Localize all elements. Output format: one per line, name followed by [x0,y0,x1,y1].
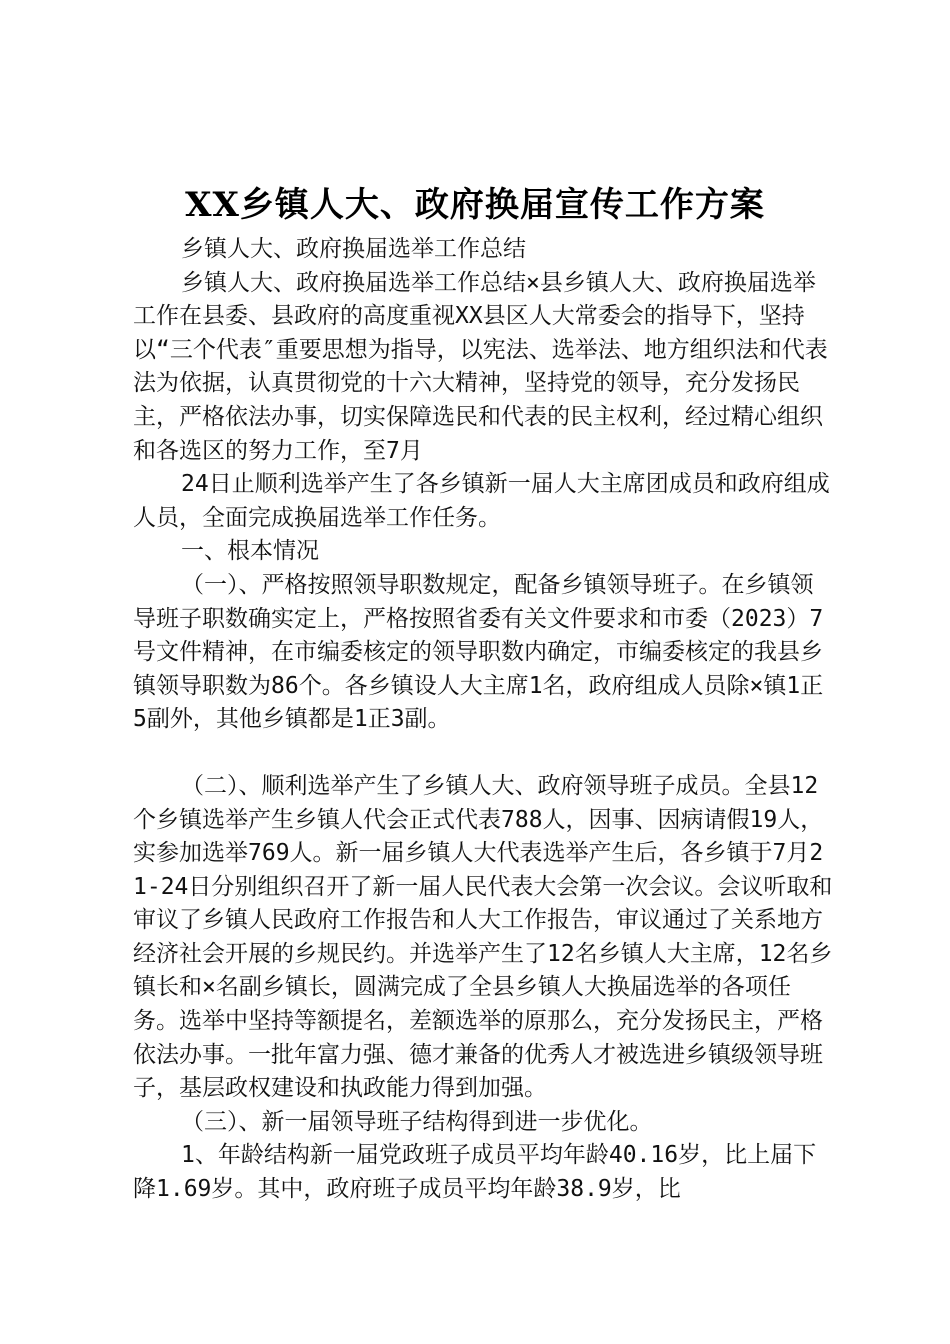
document-title: XX乡镇人大、政府换届宣传工作方案 [185,185,765,225]
paragraph: （一）、严格按照领导职数规定，配备乡镇领导班子。在乡镇领导班子职数确实定上，严格按照省委有关文件要求和市委（2023）7号文件精神，在市编委核定的领导职数内确定，市编委核定的我县乡镇领导职数为86个。各乡镇设人大主席1名，政府组成人员除×镇1正5副外，其他乡镇都是1正3副。 [133,571,824,733]
paragraph: 乡镇人大、政府换届选举工作总结 [181,236,526,262]
paragraph: （二）、顺利选举产生了乡镇人大、政府领导班子成员。全县12个乡镇选举产生乡镇人代会正式代表788人，因事、因病请假19人，实参加选举769人。新一届乡镇人大代表选举产生后，各乡镇于7月21-24日分别组织召开了新一届人民代表大会第一次会议。会议听取和审议了乡镇人民政府工作报告和人大工作报告，审议通过了关系地方经济社会开展的乡规民约。并选举产生了12名乡镇人大主席，12名乡镇长和×名副乡镇长，圆满完成了全县乡镇人大换届选举的各项任务。选举中坚持等额提名，差额选举的原那么，充分发扬民主，严格依法办事。一批年富力强、德才兼备的优秀人才被选进乡镇级领导班子，基层政权建设和执政能力得到加强。 [133,772,833,1102]
paragraph: 乡镇人大、政府换届选举工作总结×县乡镇人大、政府换届选举工作在县委、县政府的高度重视XX县区人大常委会的指导下，坚持以“三个代表″重要思想为指导，以宪法、选举法、地方组织法和代表法为依据，认真贯彻党的十六大精神，坚持党的领导，充分发扬民主，严格依法办事，切实保障选民和代表的民主权利，经过精心组织和各选区的努力工作，至7月 [133,269,828,464]
document-body [133,233,833,1207]
section-heading: 一、根本情况 [181,538,319,565]
paragraph: 24日止顺利选举产生了各乡镇新一届人大主席团成员和政府组成人员，全面完成换届选举工作任务。 [133,471,830,531]
paragraph: （三）、新一届领导班子结构得到进一步优化。 [181,1108,653,1135]
paragraph: 1、年龄结构新一届党政班子成员平均年龄40.16岁，比上届下降1.69岁。其中，政府班子成员平均年龄38.9岁，比 [133,1142,817,1203]
